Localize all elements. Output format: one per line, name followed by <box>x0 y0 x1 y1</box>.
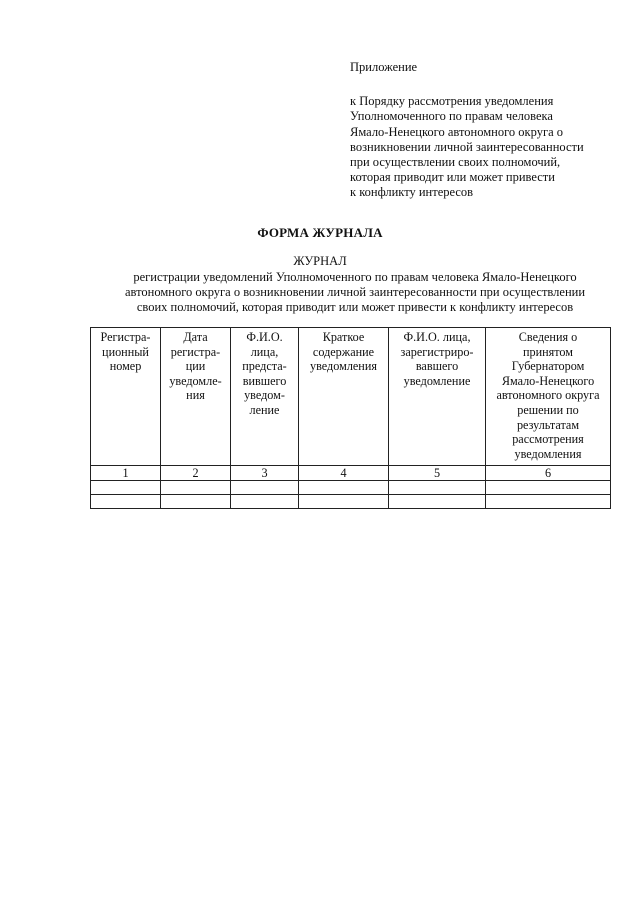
column-header-line: лица, <box>250 344 279 359</box>
table-cell <box>161 481 231 495</box>
table-cell <box>91 495 161 509</box>
form-title: ФОРМА ЖУРНАЛА <box>257 225 383 240</box>
appendix-block <box>350 60 610 201</box>
table-cell <box>389 495 486 509</box>
column-header-line: Сведения о <box>518 330 578 344</box>
column-header-line: регистра- <box>170 344 221 359</box>
column-header-line: Ф.И.О. лица, <box>403 330 471 344</box>
column-header-line: Регистра- <box>100 330 151 344</box>
journal-table <box>90 327 611 509</box>
appendix-line: к конфликту интересов <box>350 185 474 200</box>
column-header-line: содержание <box>312 344 375 359</box>
column-header-line: решении по <box>517 402 579 417</box>
table-cell <box>231 481 299 495</box>
journal-subtitle-line: регистрации уведомлений Уполномоченного по правам человека Ямало-Ненецкого <box>133 270 577 284</box>
column-header-line: ционный <box>102 344 149 359</box>
table-row <box>91 481 611 495</box>
table-cell <box>299 495 389 509</box>
appendix-line: Ямало-Ненецкого автономного округа о <box>350 124 563 139</box>
journal-subtitle-line: своих полномочий, которая приводит или может привести к конфликту интересов <box>136 300 574 315</box>
column-header-line: уведомле- <box>169 373 222 388</box>
column-header-line: рассмотрения <box>512 432 584 447</box>
appendix-title: Приложение <box>350 60 418 74</box>
column-number: 4 <box>299 466 389 481</box>
column-number: 3 <box>231 466 299 481</box>
journal-subtitle-line: автономного округа о возникновении личной заинтересованности при осуществлении <box>124 285 586 300</box>
table-cell <box>486 481 611 495</box>
table-row <box>91 495 611 509</box>
column-header-line: Ямало-Ненецкого <box>501 373 595 388</box>
appendix-line: которая приводит или может привести <box>350 170 555 185</box>
column-header <box>389 328 486 466</box>
table-cell <box>486 495 611 509</box>
column-header-line: уведомления <box>514 446 582 461</box>
column-header-line: ление <box>249 402 280 417</box>
column-header-line: результатам <box>516 417 580 432</box>
table-header-row <box>91 328 611 466</box>
table-cell <box>299 481 389 495</box>
column-header-line: Краткое <box>322 330 365 344</box>
table-cell <box>389 481 486 495</box>
column-header-line: уведом- <box>244 388 285 403</box>
journal-title: ЖУРНАЛ <box>293 254 347 268</box>
table-cell <box>161 495 231 509</box>
column-header-line: вавшего <box>415 359 459 374</box>
column-header <box>91 328 161 466</box>
appendix-line: к Порядку рассмотрения уведомления <box>350 94 554 109</box>
column-header-line: принятом <box>522 344 573 359</box>
journal-subtitle <box>95 270 615 316</box>
column-number: 5 <box>389 466 486 481</box>
column-header <box>299 328 389 466</box>
column-header-line: Губернатором <box>511 359 585 374</box>
column-number: 2 <box>161 466 231 481</box>
table-cell <box>231 495 299 509</box>
column-header-line: предста- <box>242 359 287 374</box>
column-header-line: Дата <box>183 330 208 344</box>
column-header-line: номер <box>109 359 142 374</box>
column-header-line: уведомления <box>310 359 377 374</box>
column-header-line: автономного округа <box>496 388 600 403</box>
column-header-line: ния <box>186 388 205 403</box>
column-number: 1 <box>91 466 161 481</box>
column-header-line: Ф.И.О. <box>246 330 283 344</box>
column-header <box>486 328 611 466</box>
appendix-line: возникновении личной заинтересованности <box>350 139 584 154</box>
column-header <box>161 328 231 466</box>
column-number: 6 <box>486 466 611 481</box>
column-header <box>231 328 299 466</box>
appendix-line: при осуществлении своих полномочий, <box>350 155 561 170</box>
column-header-line: зарегистриро- <box>400 344 474 359</box>
column-number-row <box>91 466 611 481</box>
column-header-line: уведомление <box>403 373 471 388</box>
table-cell <box>91 481 161 495</box>
appendix-line: Уполномоченного по правам человека <box>350 109 553 124</box>
column-header-line: ции <box>185 359 206 374</box>
column-header-line: вившего <box>242 373 287 388</box>
